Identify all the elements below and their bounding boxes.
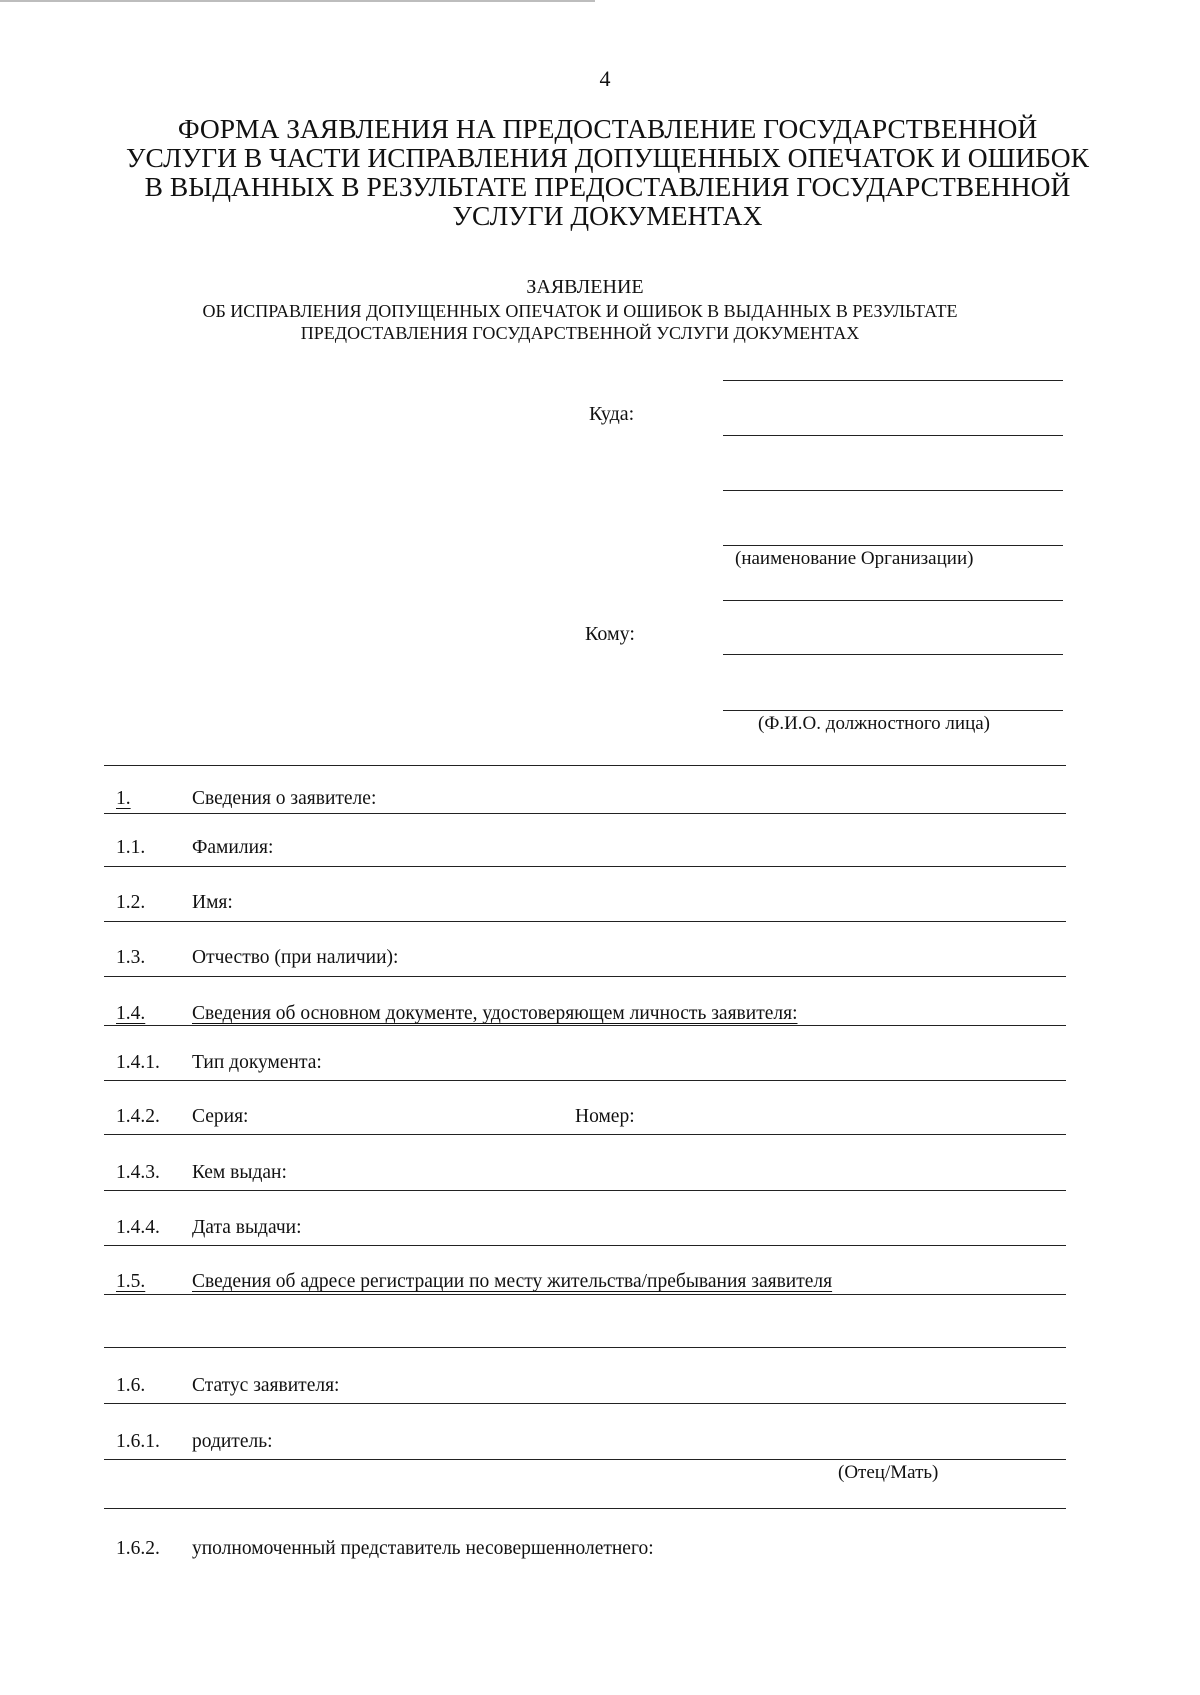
patronymic-number: 1.3. xyxy=(116,947,146,968)
form-title xyxy=(95,114,1120,230)
id-document-number: 1.4. xyxy=(116,1003,146,1024)
statement-subtitle-line: ОБ ИСПРАВЛЕНИЯ ДОПУЩЕННЫХ ОПЕЧАТОК И ОШИБОК В ВЫДАННЫХ В РЕЗУЛЬТАТЕ xyxy=(202,301,958,321)
issued-by-field[interactable] xyxy=(104,1190,1066,1191)
address-label: Сведения об адресе регистрации по месту жительства/пребывания заявителя xyxy=(192,1271,833,1292)
parent-label: родитель: xyxy=(192,1431,273,1452)
statement-subtitle xyxy=(130,300,1030,344)
status-number: 1.6. xyxy=(116,1375,146,1396)
name-label: Имя: xyxy=(192,892,233,913)
issued-by-label: Кем выдан: xyxy=(192,1162,287,1183)
to-where-line-4[interactable] xyxy=(723,545,1063,546)
address-line-2[interactable] xyxy=(104,1347,1066,1348)
to-where-line-1[interactable] xyxy=(723,380,1063,381)
series-number-field[interactable] xyxy=(104,1134,1066,1135)
surname-number: 1.1. xyxy=(116,837,146,858)
to-where-line-3[interactable] xyxy=(723,490,1063,491)
section-1-number: 1. xyxy=(116,788,131,809)
issue-date-field[interactable] xyxy=(104,1245,1066,1246)
section-1-label: Сведения о заявителе: xyxy=(192,788,377,809)
document-number-label: Номер: xyxy=(575,1106,635,1127)
to-whom-line-1[interactable] xyxy=(723,600,1063,601)
address-number: 1.5. xyxy=(116,1271,146,1292)
parent-extra-line[interactable] xyxy=(104,1508,1066,1509)
section-top-line xyxy=(104,765,1066,766)
to-where-label: Куда: xyxy=(589,403,635,425)
document-type-label: Тип документа: xyxy=(192,1052,322,1073)
scan-edge-line xyxy=(0,0,595,2)
issue-date-label: Дата выдачи: xyxy=(192,1217,302,1238)
name-number: 1.2. xyxy=(116,892,146,913)
status-label: Статус заявителя: xyxy=(192,1375,340,1396)
address-line-1[interactable] xyxy=(104,1294,1066,1295)
status-field[interactable] xyxy=(104,1403,1066,1404)
issued-by-number: 1.4.3. xyxy=(116,1162,160,1183)
form-title-line: ФОРМА ЗАЯВЛЕНИЯ НА ПРЕДОСТАВЛЕНИЕ ГОСУДАРСТВЕННОЙ xyxy=(177,113,1038,144)
page-number: 4 xyxy=(599,66,611,91)
id-document-label: Сведения об основном документе, удостоверяющем личность заявителя: xyxy=(192,1003,798,1024)
statement-heading: ЗАЯВЛЕНИЕ xyxy=(526,276,644,298)
document-type-field[interactable] xyxy=(104,1080,1066,1081)
form-title-line: В ВЫДАННЫХ В РЕЗУЛЬТАТЕ ПРЕДОСТАВЛЕНИЯ ГОСУДАРСТВЕННОЙ xyxy=(144,171,1071,202)
surname-field[interactable] xyxy=(104,866,1066,867)
parent-caption: (Отец/Мать) xyxy=(838,1462,939,1483)
issue-date-number: 1.4.4. xyxy=(116,1217,160,1238)
document-type-number: 1.4.1. xyxy=(116,1052,160,1073)
representative-label: уполномоченный представитель несовершеннолетнего: xyxy=(192,1538,654,1559)
parent-number: 1.6.1. xyxy=(116,1431,160,1452)
to-whom-line-2[interactable] xyxy=(723,654,1063,655)
series-number: 1.4.2. xyxy=(116,1106,160,1127)
patronymic-label: Отчество (при наличии): xyxy=(192,947,399,968)
to-whom-line-3[interactable] xyxy=(723,710,1063,711)
organization-caption: (наименование Организации) xyxy=(735,548,974,569)
form-title-line: УСЛУГИ ДОКУМЕНТАХ xyxy=(452,200,763,231)
representative-number: 1.6.2. xyxy=(116,1538,160,1559)
patronymic-field[interactable] xyxy=(104,976,1066,977)
id-document-line[interactable] xyxy=(104,1025,1066,1026)
statement-subtitle-line: ПРЕДОСТАВЛЕНИЯ ГОСУДАРСТВЕННОЙ УСЛУГИ ДОКУМЕНТАХ xyxy=(300,323,860,343)
to-where-line-2[interactable] xyxy=(723,435,1063,436)
surname-label: Фамилия: xyxy=(192,837,274,858)
series-label: Серия: xyxy=(192,1106,249,1127)
form-title-line: УСЛУГИ В ЧАСТИ ИСПРАВЛЕНИЯ ДОПУЩЕННЫХ ОПЕЧАТОК И ОШИБОК xyxy=(126,142,1089,173)
applicant-info-line[interactable] xyxy=(104,813,1066,814)
name-field[interactable] xyxy=(104,921,1066,922)
parent-field[interactable] xyxy=(104,1459,1066,1460)
to-whom-label: Кому: xyxy=(585,623,635,645)
official-caption: (Ф.И.О. должностного лица) xyxy=(758,713,990,734)
